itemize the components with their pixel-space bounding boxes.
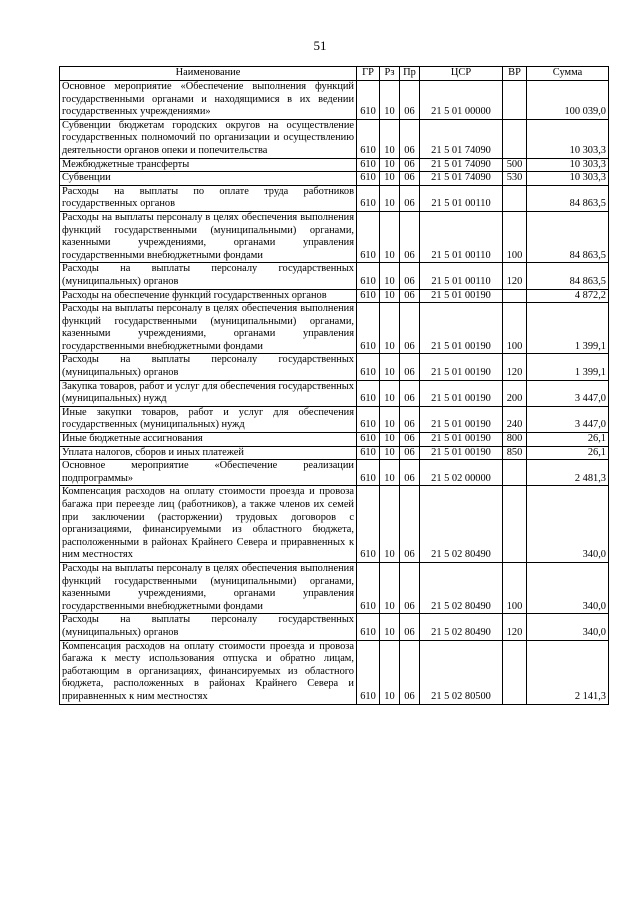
row-rz: 10 [380,433,400,447]
row-name: Расходы на выплаты персоналу государственных (муниципальных) органов [60,614,357,640]
row-csr: 21 5 02 80500 [420,640,503,704]
row-rz: 10 [380,446,400,460]
row-sum: 84 863,5 [527,211,609,262]
row-rz: 10 [380,406,400,432]
row-csr: 21 5 01 00190 [420,303,503,354]
row-csr: 21 5 02 80490 [420,614,503,640]
row-vr: 800 [503,433,527,447]
table-row [60,486,609,563]
row-csr: 21 5 01 00110 [420,185,503,211]
row-rz: 10 [380,460,400,486]
row-pr: 06 [400,172,420,186]
col-header-csr: ЦСР [420,67,503,81]
row-name: Иные бюджетные ассигнования [60,433,357,447]
row-gr: 610 [357,614,380,640]
row-rz: 10 [380,158,400,172]
row-sum: 10 303,3 [527,119,609,158]
row-vr: 120 [503,263,527,289]
row-csr: 21 5 01 74090 [420,158,503,172]
row-csr: 21 5 01 00190 [420,289,503,303]
row-gr: 610 [357,185,380,211]
table-row [60,158,609,172]
row-rz: 10 [380,380,400,406]
row-vr [503,119,527,158]
row-gr: 610 [357,640,380,704]
row-csr: 21 5 02 80490 [420,562,503,613]
row-pr: 06 [400,158,420,172]
row-pr: 06 [400,433,420,447]
row-vr: 530 [503,172,527,186]
row-sum: 1 399,1 [527,354,609,380]
row-gr: 610 [357,562,380,613]
row-pr: 06 [400,486,420,563]
col-header-rz: Рз [380,67,400,81]
row-pr: 06 [400,562,420,613]
row-vr: 200 [503,380,527,406]
row-vr [503,185,527,211]
row-vr [503,486,527,563]
row-name: Компенсация расходов на оплату стоимости проезда и провоза багажа при переезде лиц (работников), а также членов их семей при заключении (расторжении) трудовых договоров с организациями, финансируемыми из областного бюджета, расположенными в районах Крайнего Севера и приравненных к ним местностях [60,486,357,563]
row-csr: 21 5 01 00110 [420,263,503,289]
row-gr: 610 [357,380,380,406]
row-csr: 21 5 02 80490 [420,486,503,563]
row-csr: 21 5 01 74090 [420,172,503,186]
row-rz: 10 [380,354,400,380]
row-vr [503,289,527,303]
row-rz: 10 [380,486,400,563]
row-sum: 3 447,0 [527,406,609,432]
row-sum: 340,0 [527,562,609,613]
row-gr: 610 [357,460,380,486]
row-pr: 06 [400,263,420,289]
row-gr: 610 [357,289,380,303]
row-name: Расходы на выплаты персоналу в целях обеспечения выполнения функций государственными (муниципальными) органами, казенными учреждениями, органами управления государственными внебюджетными фондами [60,562,357,613]
row-pr: 06 [400,185,420,211]
row-gr: 610 [357,263,380,289]
row-rz: 10 [380,172,400,186]
row-vr: 100 [503,303,527,354]
row-csr: 21 5 01 00190 [420,406,503,432]
row-pr: 06 [400,119,420,158]
table-row [60,119,609,158]
table-row [60,460,609,486]
row-name: Уплата налогов, сборов и иных платежей [60,446,357,460]
row-name: Межбюджетные трансферты [60,158,357,172]
row-rz: 10 [380,303,400,354]
row-vr: 850 [503,446,527,460]
row-sum: 2 141,3 [527,640,609,704]
table-row [60,81,609,120]
col-header-pr: Пр [400,67,420,81]
row-sum: 10 303,3 [527,172,609,186]
row-sum: 84 863,5 [527,263,609,289]
row-vr: 120 [503,614,527,640]
row-sum: 3 447,0 [527,380,609,406]
row-csr: 21 5 01 00000 [420,81,503,120]
row-gr: 610 [357,446,380,460]
row-sum: 100 039,0 [527,81,609,120]
row-vr: 100 [503,562,527,613]
row-name: Компенсация расходов на оплату стоимости проезда и провоза багажа к месту использования отпуска и обратно лицам, работающим в организациях, финансируемых из областного бюджета, расположенных в районах Крайнего Севера и приравненных к ним местностях [60,640,357,704]
row-pr: 06 [400,303,420,354]
row-csr: 21 5 01 00110 [420,211,503,262]
row-name: Расходы на обеспечение функций государственных органов [60,289,357,303]
row-csr: 21 5 01 00190 [420,354,503,380]
col-header-gr: ГР [357,67,380,81]
row-pr: 06 [400,81,420,120]
row-rz: 10 [380,289,400,303]
row-name: Субвенции [60,172,357,186]
table-row [60,211,609,262]
row-gr: 610 [357,172,380,186]
row-sum: 2 481,3 [527,460,609,486]
table-row [60,289,609,303]
row-name: Расходы на выплаты персоналу в целях обеспечения выполнения функций государственными (муниципальными) органами, казенными учреждениями, органами управления государственными внебюджетными фондами [60,303,357,354]
table-row [60,406,609,432]
row-gr: 610 [357,81,380,120]
row-gr: 610 [357,211,380,262]
row-name: Расходы на выплаты персоналу государственных (муниципальных) органов [60,263,357,289]
row-vr: 240 [503,406,527,432]
row-vr: 120 [503,354,527,380]
row-gr: 610 [357,354,380,380]
row-gr: 610 [357,486,380,563]
table-row [60,380,609,406]
table-row [60,185,609,211]
row-csr: 21 5 02 00000 [420,460,503,486]
row-sum: 4 872,2 [527,289,609,303]
row-sum: 340,0 [527,614,609,640]
page-number: 51 [313,38,327,53]
col-header-sum: Сумма [527,67,609,81]
table-row [60,354,609,380]
row-csr: 21 5 01 00190 [420,380,503,406]
row-name: Закупка товаров, работ и услуг для обеспечения государственных (муниципальных) нужд [60,380,357,406]
row-vr [503,640,527,704]
table-row [60,433,609,447]
row-sum: 84 863,5 [527,185,609,211]
row-pr: 06 [400,614,420,640]
row-pr: 06 [400,640,420,704]
row-vr [503,460,527,486]
row-sum: 26,1 [527,433,609,447]
row-name: Основное мероприятие «Обеспечение выполнения функций государственными органами и находящимися в их ведении государственных учреждениями» [60,81,357,120]
row-pr: 06 [400,211,420,262]
row-gr: 610 [357,433,380,447]
table-row [60,640,609,704]
col-header-vr: ВР [503,67,527,81]
row-rz: 10 [380,614,400,640]
row-sum: 26,1 [527,446,609,460]
table-row [60,303,609,354]
row-gr: 610 [357,303,380,354]
table-row [60,263,609,289]
row-sum: 1 399,1 [527,303,609,354]
row-name: Основное мероприятие «Обеспечение реализации подпрограммы» [60,460,357,486]
row-gr: 610 [357,119,380,158]
row-sum: 340,0 [527,486,609,563]
row-rz: 10 [380,81,400,120]
row-vr [503,81,527,120]
row-csr: 21 5 01 74090 [420,119,503,158]
row-name: Иные закупки товаров, работ и услуг для обеспечения государственных (муниципальных) нужд [60,406,357,432]
row-name: Расходы на выплаты по оплате труда работников государственных органов [60,185,357,211]
row-rz: 10 [380,119,400,158]
col-header-name: Наименование [60,67,357,81]
row-name: Субвенции бюджетам городских округов на осуществление государственных полномочий по организации и осуществлению деятельности органов опеки и попечительства [60,119,357,158]
row-pr: 06 [400,289,420,303]
row-rz: 10 [380,185,400,211]
row-pr: 06 [400,380,420,406]
row-vr: 100 [503,211,527,262]
row-rz: 10 [380,640,400,704]
row-name: Расходы на выплаты персоналу государственных (муниципальных) органов [60,354,357,380]
row-gr: 610 [357,406,380,432]
row-rz: 10 [380,211,400,262]
row-pr: 06 [400,354,420,380]
header-row [60,67,609,81]
row-rz: 10 [380,562,400,613]
row-rz: 10 [380,263,400,289]
row-gr: 610 [357,158,380,172]
row-sum: 10 303,3 [527,158,609,172]
row-csr: 21 5 01 00190 [420,433,503,447]
budget-table [59,66,609,705]
table-row [60,446,609,460]
table-row [60,172,609,186]
row-name: Расходы на выплаты персоналу в целях обеспечения выполнения функций государственными (муниципальными) органами, казенными учреждениями, органами управления государственными внебюджетными фондами [60,211,357,262]
table-row [60,562,609,613]
row-pr: 06 [400,406,420,432]
row-pr: 06 [400,446,420,460]
row-csr: 21 5 01 00190 [420,446,503,460]
row-vr: 500 [503,158,527,172]
table-row [60,614,609,640]
row-pr: 06 [400,460,420,486]
